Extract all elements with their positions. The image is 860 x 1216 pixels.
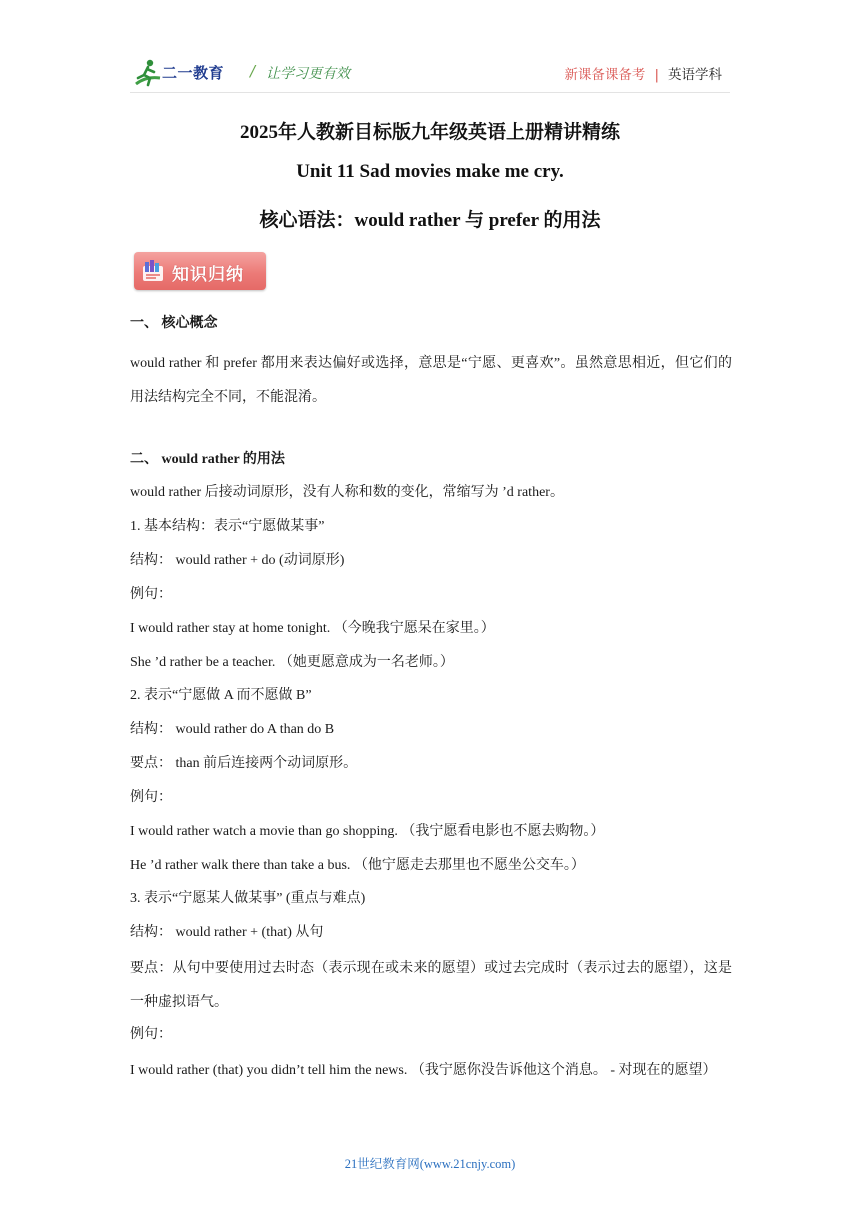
header-slogan: 让学习更有效 [266, 66, 350, 82]
example-sentence: He ’d rather walk there than take a bus. （他宁愿走去那里也不愿坐公交车。） [130, 858, 585, 873]
subheading-someone-do: 3. 表示“宁愿某人做某事” (重点与难点) [130, 891, 366, 906]
structure-line: 结构： would rather + (that) 从句 [130, 925, 324, 940]
badge-label: 知识归纳 [172, 265, 244, 285]
subheading-a-than-b: 2. 表示“宁愿做 A 而不愿做 B” [130, 688, 312, 703]
header-subject: 英语学科 [668, 67, 722, 83]
page-footer: 21世纪教育网(www.21cnjy.com) [344, 1157, 516, 1171]
doc-topic-title: 核心语法：would rather 与 prefer 的用法 [259, 210, 601, 231]
example-label: 例句： [130, 1027, 172, 1042]
example-sentence: She ’d rather be a teacher. （她更愿意成为一名老师。） [130, 655, 454, 670]
book-icon [140, 258, 166, 284]
logo-text: 二一教育 [162, 64, 225, 82]
example-sentence: I would rather (that) you didn’t tell him the news. （我宁愿你没告诉他这个消息。 - 对现在的愿望） [130, 1063, 717, 1078]
key-point-paragraph: 要点：从句中要使用过去时态（表示现在或未来的愿望）或过去完成时（表示过去的愿望），这是一种虚拟语气。 [130, 961, 732, 1010]
subheading-basic-structure: 1. 基本结构：表示“宁愿做某事” [130, 519, 325, 534]
example-label: 例句： [130, 790, 172, 805]
section-heading-core-concept: 一、 核心概念 [130, 316, 218, 331]
header-right [564, 63, 722, 83]
header-slash: / [250, 62, 256, 80]
header-separator: | [654, 67, 659, 83]
example-sentence: I would rather watch a movie than go shopping. （我宁愿看电影也不愿去购物。） [130, 824, 605, 839]
text-line: would rather 后接动词原形，没有人称和数的变化，常缩写为 ’d rather。 [130, 485, 564, 500]
doc-unit-title: Unit 11 Sad movies make me cry. [296, 161, 564, 182]
page-header [130, 54, 730, 93]
header-course-text: 新课备课备考 [564, 67, 646, 83]
doc-title: 2025年人教新目标版九年级英语上册精讲精练 [239, 122, 620, 143]
example-sentence: I would rather stay at home tonight. （今晚我宁愿呆在家里。） [130, 621, 495, 636]
paragraph-core-concept: would rather 和 prefer 都用来表达偏好或选择，意思是“宁愿、更喜欢”。虽然意思相近，但它们的用法结构完全不同，不能混淆。 [130, 356, 732, 405]
section-heading-would-rather: 二、 would rather 的用法 [130, 452, 285, 467]
structure-line: 结构： would rather + do (动词原形) [130, 553, 345, 568]
knowledge-summary-badge [134, 252, 266, 290]
example-label: 例句： [130, 587, 172, 602]
key-point-line: 要点： than 前后连接两个动词原形。 [130, 756, 358, 771]
structure-line: 结构： would rather do A than do B [130, 722, 335, 737]
